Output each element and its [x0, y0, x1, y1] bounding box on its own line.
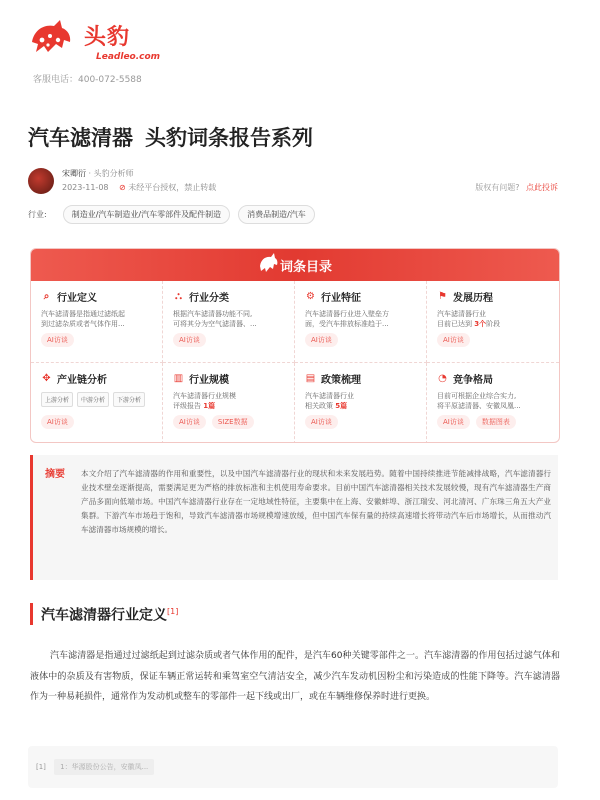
ai-interview-button[interactable]: AI访谈	[437, 415, 470, 429]
copyright-question: 版权有问题?	[475, 183, 520, 192]
industry-tag[interactable]: 消费品制造/汽车	[238, 205, 315, 224]
catalog-item-title: 行业定义	[57, 293, 97, 304]
catalog-item-desc: 汽车滤清器行业 相关政策 5篇	[305, 391, 354, 410]
catalog-item-chain[interactable]	[31, 363, 163, 444]
author-name[interactable]: 宋卿衍	[62, 169, 86, 178]
catalog-item-title: 产业链分析	[57, 374, 107, 386]
data-chart-button[interactable]: 数据图表	[476, 415, 516, 429]
brand-name: 头豹	[84, 25, 131, 50]
search-doc-icon: ⌕	[43, 291, 50, 302]
industry-tag[interactable]: 制造业/汽车制造业/汽车零部件及配件制造	[63, 205, 230, 224]
catalog-item-competition[interactable]	[427, 363, 559, 444]
citation-ref[interactable]: [1]	[167, 607, 179, 616]
report-series: 头豹词条报告系列	[145, 126, 313, 150]
catalog-item-features[interactable]	[295, 281, 427, 363]
leopard-icon	[258, 252, 278, 274]
catalog-item-title: 行业规模	[189, 374, 229, 386]
catalog-panel	[30, 248, 560, 443]
size-data-button[interactable]: SIZE数据	[212, 415, 254, 429]
catalog-item-policy[interactable]	[295, 363, 427, 444]
catalog-item-scale[interactable]	[163, 363, 295, 444]
copyright-notice	[475, 182, 558, 193]
catalog-grid	[31, 281, 559, 443]
catalog-item-desc: 根据汽车滤清器功能不同, 可将其分为空气滤清器、...	[173, 310, 257, 328]
catalog-item-title: 行业分类	[189, 293, 229, 304]
catalog-item-desc: 汽车滤清器行业 目前已达到 3个阶段	[437, 310, 501, 328]
chain-chips	[41, 392, 162, 407]
page-title	[28, 122, 313, 152]
section-title: 汽车滤清器行业定义	[41, 607, 167, 624]
catalog-item-definition[interactable]	[31, 281, 163, 363]
brand-logo[interactable]	[28, 18, 161, 68]
hierarchy-icon: ⛬	[175, 291, 182, 302]
catalog-item-title: 政策梳理	[321, 374, 361, 386]
industry-label: 行业:	[28, 209, 47, 219]
gear-icon: ⚙	[306, 291, 315, 302]
policy-icon: ▤	[305, 372, 316, 384]
abstract-box	[30, 455, 558, 580]
no-repost-icon: ⊘	[119, 183, 126, 192]
catalog-title	[258, 256, 332, 275]
upstream-chip[interactable]: 上游分析	[41, 392, 73, 407]
customer-hotline: 客服电话：400-072-5588	[33, 75, 142, 85]
ai-interview-button[interactable]: AI访谈	[41, 415, 74, 429]
bar-chart-icon: ▥	[173, 372, 184, 384]
ai-interview-button[interactable]: AI访谈	[173, 333, 206, 347]
avatar[interactable]	[28, 168, 54, 194]
chain-icon: ✥	[42, 372, 51, 384]
footnote-index: [1]	[36, 763, 46, 771]
timeline-icon: ⚑	[438, 291, 447, 302]
report-meta	[62, 182, 216, 193]
section-body: 汽车滤清器是指通过过滤纸起到过滤杂质或者气体作用的配件，是汽车60种关键零部件之一。汽车滤清器的作用包括过滤气体和液体中的杂质及有害物质，保证车辆正常运转和乘驾室空气清洁安全，减少汽车发动机因粉尘和污染造成的性能下降等。汽车滤清器作为一种易耗损件，通常作为发动机或整车的零部件一起下线或出厂，或在车辆维修保养时进行更换。	[30, 651, 560, 702]
complaint-link[interactable]: 点此投诉	[526, 183, 558, 192]
catalog-item-desc: 汽车滤清器行业进入壁垒方 面，受汽车排放标准趋于...	[305, 310, 389, 328]
footnote-source-link[interactable]: 1：华源股份公告，安徽凤...	[54, 759, 154, 775]
ai-interview-button[interactable]: AI访谈	[437, 333, 470, 347]
abstract-text: 本文介绍了汽车滤清器的作用和重要性，以及中国汽车滤清器行业的现状和未来发展趋势。随着中国持续推进节能减排战略，汽车滤清器行业技术壁垒逐渐提高，需要满足更为严格的排放标准和主机使用寿命要求。目前中国汽车滤清器相关技术发展较慢，现有汽车滤清器生产商产品多面向低端市场。中国汽车滤清器行业存在一定地域性特征，主要集中在上海、安徽蚌埠、浙江瑞安、河北清河、广东珠三角五大产业集群。下游汽车市场趋于饱和，导致汽车滤清器市场规模增速放缓，但中国汽车保有量的持续高速增长将带动汽车后市场增长，从而推动汽车滤清器市场规模的增长。	[81, 469, 551, 534]
competition-icon: ◔	[438, 372, 447, 384]
report-date: 2023-11-08	[62, 183, 109, 192]
abstract-label: 摘要	[45, 469, 65, 480]
ai-interview-button[interactable]: AI访谈	[305, 415, 338, 429]
catalog-item-classification[interactable]	[163, 281, 295, 363]
catalog-item-history[interactable]	[427, 281, 559, 363]
downstream-chip[interactable]: 下游分析	[113, 392, 145, 407]
catalog-item-title: 行业特征	[321, 293, 361, 304]
footnote-box	[28, 746, 558, 788]
catalog-item-desc: 目前可根据企业综合实力, 将平原滤清器、安徽凤凰...	[437, 391, 521, 410]
ai-interview-button[interactable]: AI访谈	[173, 415, 206, 429]
report-title: 汽车滤清器	[28, 126, 133, 150]
catalog-title-text: 词条目录	[279, 260, 333, 275]
catalog-item-desc: 汽车滤清器是指通过滤纸起 到过滤杂质或者气体作用...	[41, 310, 125, 328]
section-heading	[30, 603, 178, 625]
catalog-item-title: 发展历程	[453, 293, 493, 304]
ai-interview-button[interactable]: AI访谈	[305, 333, 338, 347]
author-line	[62, 168, 134, 179]
midstream-chip[interactable]: 中游分析	[77, 392, 109, 407]
catalog-item-title: 竞争格局	[453, 374, 493, 386]
leopard-logo-icon	[28, 18, 72, 58]
brand-domain: Leadleo.com	[96, 52, 161, 62]
catalog-header	[31, 249, 559, 281]
repost-restriction: 未经平台授权，禁止转载	[128, 183, 217, 192]
ai-interview-button[interactable]: AI访谈	[41, 333, 74, 347]
industry-row	[28, 205, 323, 223]
catalog-item-desc: 汽车滤清器行业规模 评级报告 1篇	[173, 391, 236, 410]
author-org: · 头豹分析师	[88, 169, 134, 178]
